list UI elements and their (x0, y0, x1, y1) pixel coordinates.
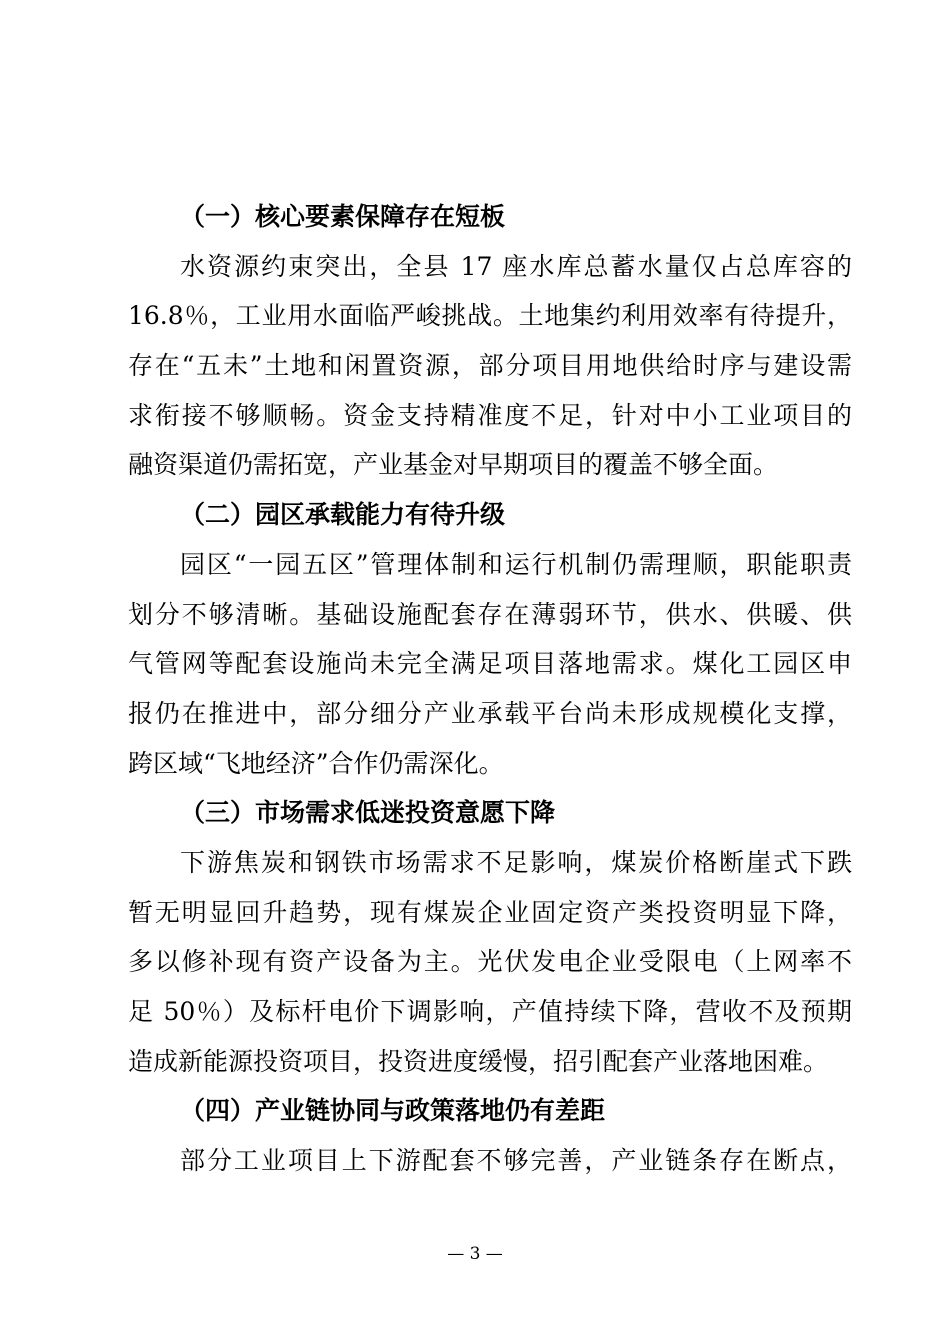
page-number: — 3 — (447, 1244, 503, 1264)
paragraph-line: 存在“五未”土地和闲置资源，部分项目用地供给时序与建设需 (128, 351, 852, 381)
section-heading: （三）市场需求低迷投资意愿下降 (180, 798, 556, 828)
paragraph-line: 报仍在推进中，部分细分产业承载平台尚未形成规模化支撑， (128, 698, 852, 728)
paragraph-line: 下游焦炭和钢铁市场需求不足影响，煤炭价格断崖式下跌 (180, 847, 852, 877)
document-body (128, 192, 852, 1186)
paragraph-line: 园区“一园五区”管理体制和运行机制仍需理顺，职能职责 (180, 549, 852, 579)
section-heading: （二）园区承载能力有待升级 (180, 500, 506, 530)
paragraph-line: 气管网等配套设施尚未完全满足项目落地需求。煤化工园区申 (128, 649, 852, 679)
paragraph-line: 融资渠道仍需拓宽，产业基金对早期项目的覆盖不够全面。 (128, 450, 779, 480)
paragraph-line: 多以修补现有资产设备为主。光伏发电企业受限电（上网率不 (128, 947, 852, 977)
paragraph-line: 部分工业项目上下游配套不够完善，产业链条存在断点， (180, 1146, 852, 1176)
paragraph-line: 水资源约束突出，全县 17 座水库总蓄水量仅占总库容的 (180, 251, 852, 281)
paragraph-line: 造成新能源投资项目，投资进度缓慢，招引配套产业落地困难。 (128, 1046, 829, 1076)
section-heading: （四）产业链协同与政策落地仍有差距 (180, 1096, 606, 1126)
paragraph-line: 16.8％，工业用水面临严峻挑战。土地集约利用效率有待提升， (128, 301, 852, 331)
paragraph-line: 跨区域“飞地经济”合作仍需深化。 (128, 748, 504, 778)
paragraph-line: 暂无明显回升趋势，现有煤炭企业固定资产类投资明显下降， (128, 897, 852, 927)
paragraph-line: 求衔接不够顺畅。资金支持精准度不足，针对中小工业项目的 (128, 400, 852, 430)
section-heading: （一）核心要素保障存在短板 (180, 202, 506, 231)
paragraph-line: 足 50％）及标杆电价下调影响，产值持续下降，营收不及预期 (128, 997, 852, 1026)
paragraph-line: 划分不够清晰。基础设施配套存在薄弱环节，供水、供暖、供 (128, 599, 852, 629)
